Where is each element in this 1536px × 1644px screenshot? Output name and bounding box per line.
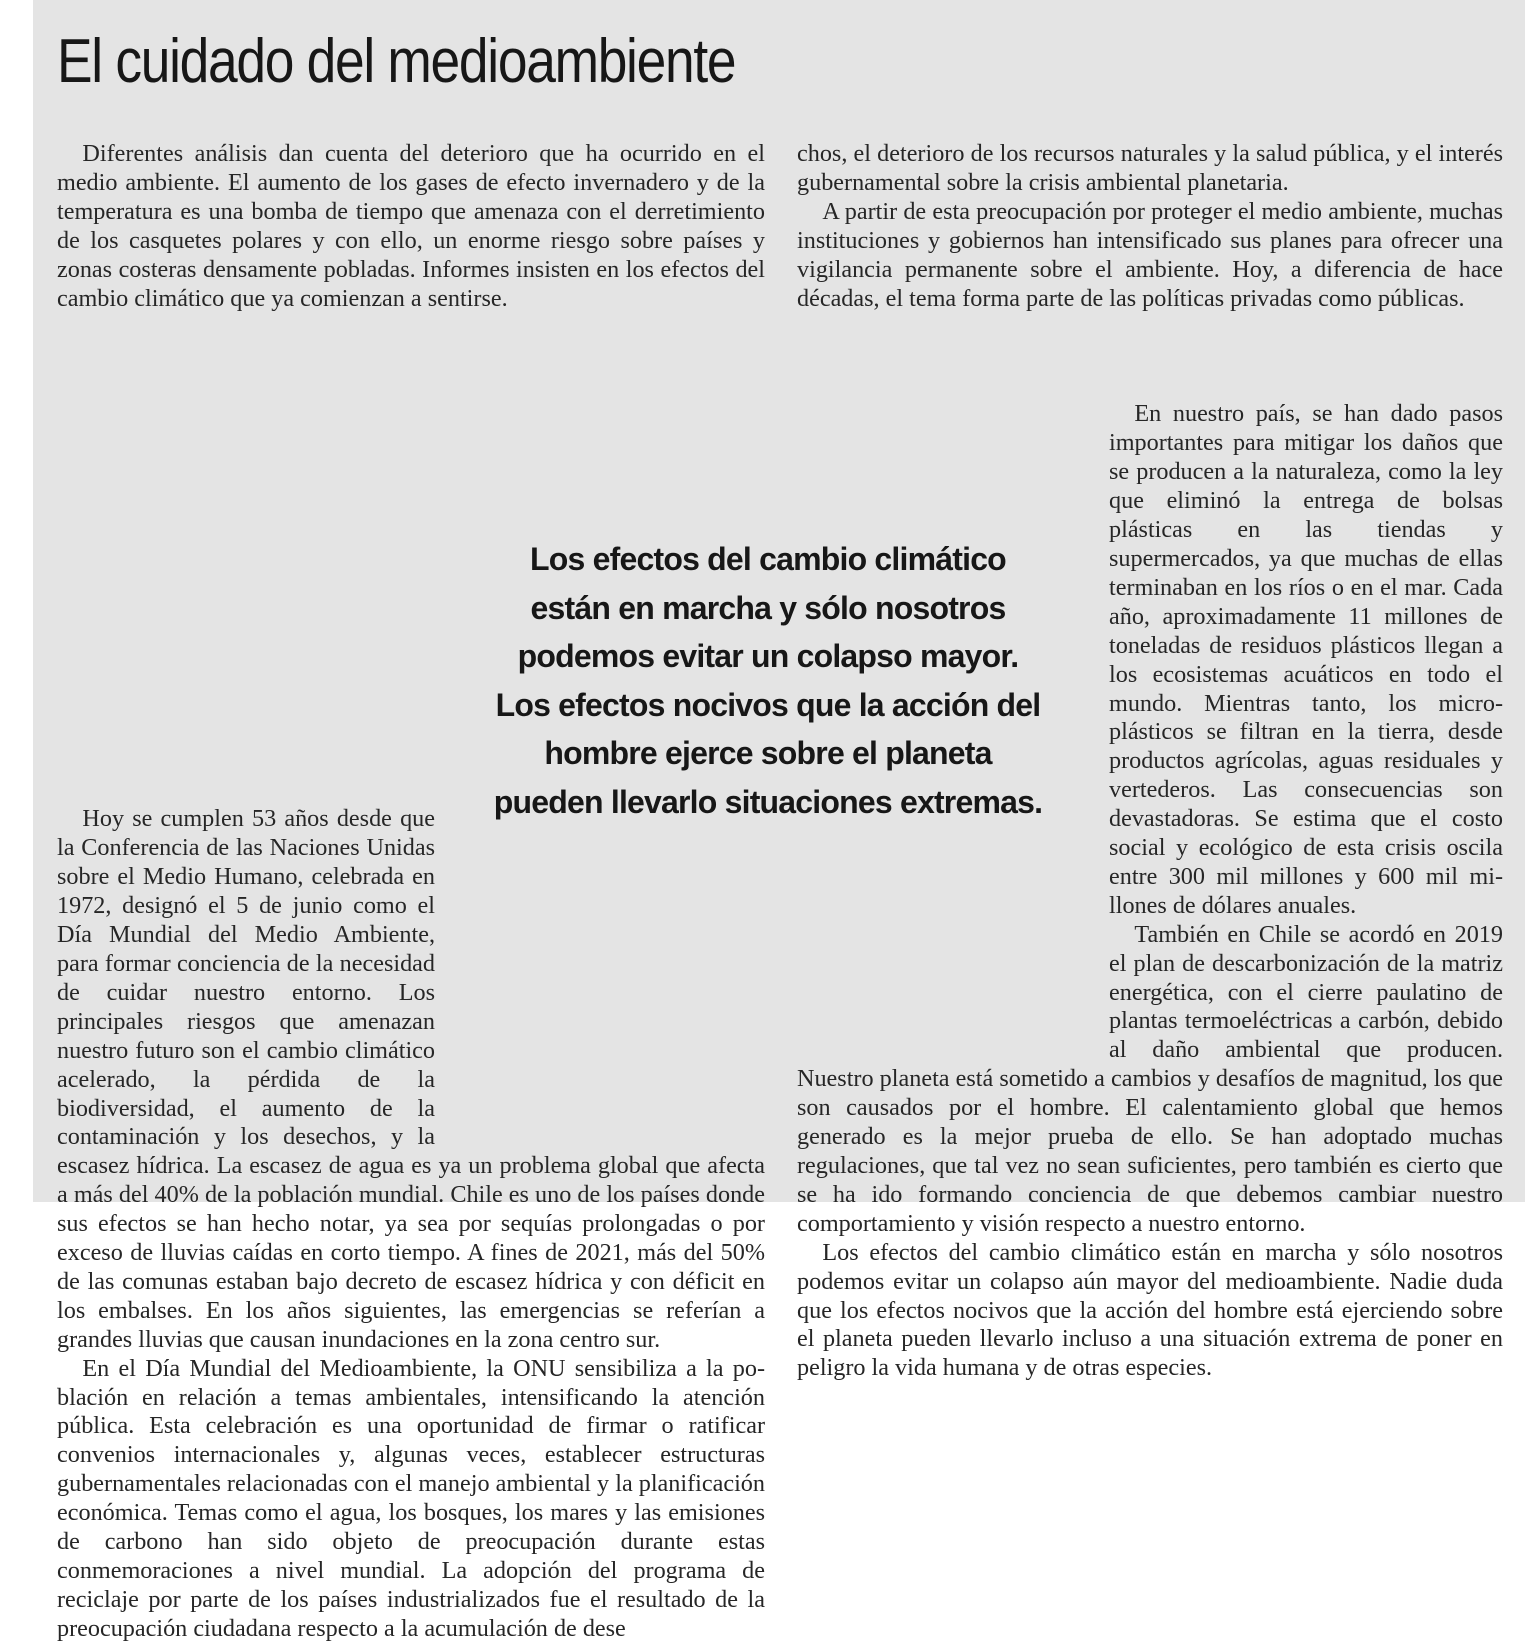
paragraph-3: En el Día Mundial del Medioambiente, la ONU sensibiliza a la población en relación a temas ambientales, intensificando la atención pública. Esta celebración es una oportunidad de firmar o ratificar convenios internacionales y, algunas veces, establecer estructuras gubernamentales relacionadas con el manejo ambiental y la planificación económica. Temas como el agua, los bosques, los mares y las emisiones de carbono han sido objeto de preocupación durante estas conmemoraciones a nivel mundial. La adopción del programa de reciclaje por parte de los países industrializados fue el resultado de la preocupación ciudadana respecto a la acumulación de dese [57, 1354, 765, 1642]
paragraph-6: En nuestro país, se han dado pasos importantes para mitigar los daños que se producen a la naturaleza, como la ley que eliminó la entrega de bolsas plásticas en las tiendas y supermercados, ya que muchas de ellas terminaban en los ríos o en el mar. Cada año, aproximadamente 11 millones de toneladas de residuos plásticos llegan a los ecosistemas acuáticos en todo el mundo. Mientras tanto, los microplásticos se filtran en la tierra, desde productos agrícolas, aguas residuales y vertederos. Las consecuencias son devastadoras. Se estima que el costo social y ecológico de esta crisis oscila entre 300 mil millones y 600 mil millones de dólares anuales. [1109, 400, 1503, 919]
paragraph-8: Los efectos del cambio climático están en marcha y sólo nosotros podemos evitar un colapso aún mayor del medioambiente. Nadie duda que los efectos nocivos que la acción del hombre está ejerciendo sobre el planeta pueden llevarlo incluso a una situación extrema de poner en peligro la vida humana y de otras especies. [797, 1238, 1503, 1382]
paragraph-2: Hoy se cumplen 53 años desde que la Conferencia de las Naciones Unidas sobre el Medio Humano, celebrada en 1972, designó el 5 de junio como el Día Mundial del Medio Ambiente, para formar conciencia de la necesidad de cuidar nuestro entorno. Los principales riesgos que amenazan nuestro futuro son el cambio climático acelerado, la pérdida de la biodiversidad, el aumento de la contaminación y los desechos, y la escasez hídrica. La escasez de agua es ya un problema global que afecta a más del 40% de la población mundial. Chile es uno de los países donde sus efectos se han hecho notar, ya sea por sequías prolongadas o por exceso de lluvias caídas en corto tiempo. A fines de 2021, más del 50% de las comunas estaban bajo decreto de escasez hídrica y con déficit en los embalses. En los años siguientes, las emergencias se referían a grandes lluvias que causan inundaciones en la zona centro sur. [57, 805, 765, 1353]
paragraph-1: Diferentes análisis dan cuenta del deterioro que ha ocurrido en el medio ambiente. El aumento de los gases de efecto invernadero y de la temperatura es una bomba de tiempo que amenaza con el derretimiento de los casquetes polares y con ello, un enorme riesgo sobre países y zonas costeras densamente pobladas. Informes insisten en los efectos del cambio climático que ya comienzan a sentirse. [57, 140, 765, 312]
paragraph-5: A partir de esta preocupación por proteger el medio ambiente, muchas instituciones y gobiernos han intensificado sus planes para ofrecer una vigilancia permanente sobre el ambiente. Hoy, a diferencia de hace décadas, el tema forma parte de las políticas privadas como públicas. [797, 197, 1503, 312]
paragraph-4: chos, el deterioro de los recursos naturales y la salud pública, y el interés gubernamental sobre la crisis ambiental planetaria. [797, 140, 1503, 196]
pull-quote: Los efectos del cambio climático están en marcha y sólo nosotros podemos evitar un colapso mayor. Los efectos nocivos que la acción del hombre ejerce sobre el planeta pueden llevarlo situaciones extremas. [493, 541, 1043, 820]
article-headline: El cuidado del medioambiente [57, 27, 736, 96]
article-page [33, 0, 1525, 1642]
article-column-left [57, 140, 765, 1644]
pull-quote-gap-left [435, 805, 765, 1150]
paragraph-7: También en Chile se acordó en 2019 el plan de descarbonización de la matriz energética, con el cierre paulatino de plantas termoeléctricas a carbón, debido al daño ambiental que producen. Nuestro planeta está sometido a cambios y desafíos de magnitud, los que son causados por el hombre. El calentamiento global que hemos generado es la mejor prueba de ello. Se han adoptado muchas regulaciones, que tal vez no sean suficientes, pero también es cierto que se ha ido formando conciencia de que debemos cambiar nuestro comportamiento y visión respecto a nuestro entorno. [797, 920, 1503, 1237]
float-anchor-right [797, 313, 1503, 400]
